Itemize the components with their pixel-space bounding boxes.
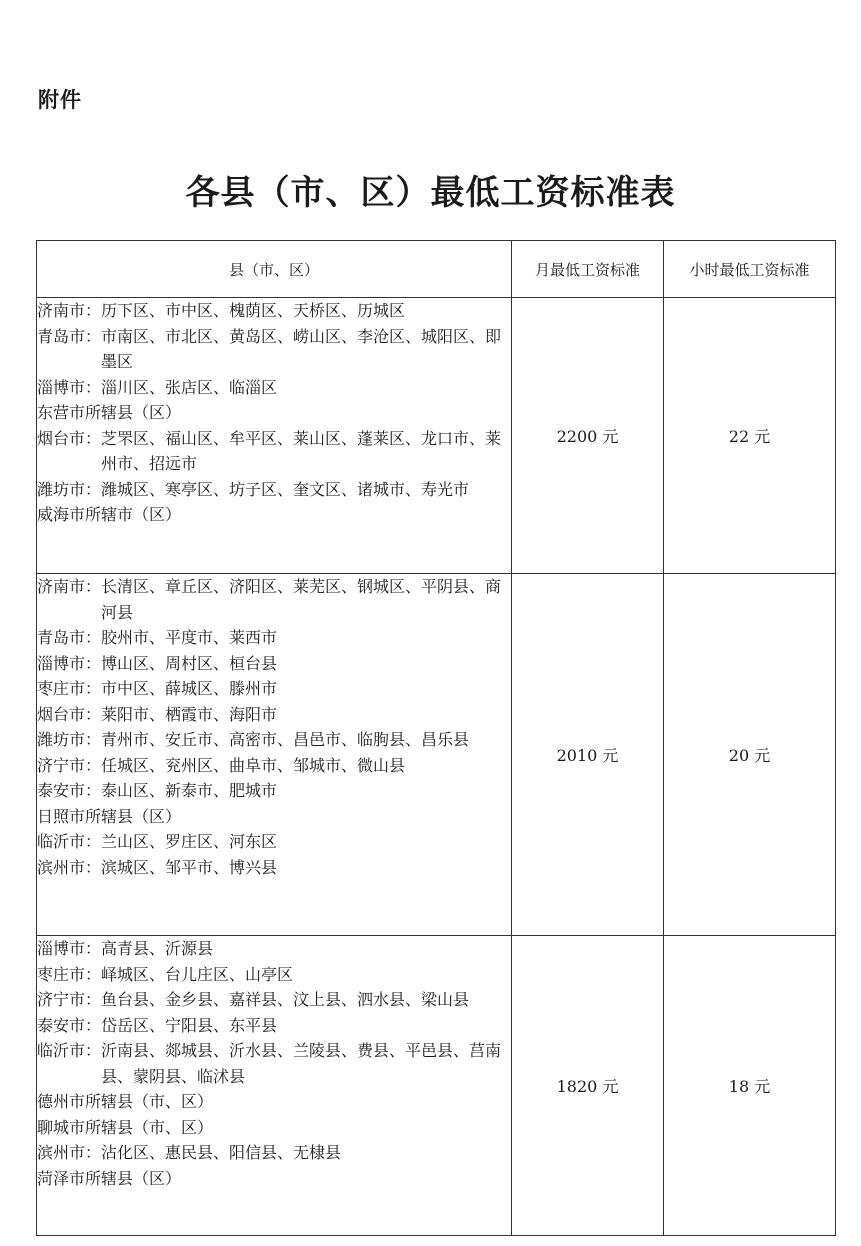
district-list xyxy=(181,1166,511,1192)
district-list: 峄城区、台儿庄区、山亭区 xyxy=(101,964,294,984)
district-list: 长清区、章丘区、济阳区、莱芜区、钢城区、平阴县、商河县 xyxy=(101,577,502,622)
monthly-wage-value: 2010 元 xyxy=(512,574,664,936)
table-row xyxy=(37,298,836,574)
area-line xyxy=(37,1089,511,1115)
area-line xyxy=(37,651,511,677)
area-line xyxy=(37,400,511,426)
area-cell xyxy=(37,936,512,1236)
city-name: 淄博市： xyxy=(37,377,102,397)
city-name: 潍坊市： xyxy=(37,479,102,499)
city-name: 淄博市： xyxy=(37,653,102,673)
city-name: 聊城市所辖县（市、区） xyxy=(37,1117,214,1137)
area-line xyxy=(37,1140,511,1166)
city-name: 德州市所辖县（市、区） xyxy=(37,1092,214,1111)
area-line xyxy=(37,804,511,830)
district-list: 芝罘区、福山区、牟平区、莱山区、蓬莱区、龙口市、莱州市、招远市 xyxy=(101,428,502,473)
district-list: 博山区、周村区、桓台县 xyxy=(101,653,278,673)
district-list: 滨城区、邹平市、博兴县 xyxy=(101,857,278,877)
city-name: 济宁市： xyxy=(37,990,102,1009)
area-line xyxy=(37,426,511,477)
district-list: 历下区、市中区、槐荫区、天桥区、历城区 xyxy=(101,301,406,320)
city-name: 泰安市： xyxy=(37,1015,102,1035)
area-line xyxy=(37,855,511,881)
monthly-wage-value: 1820 元 xyxy=(512,936,664,1236)
city-name: 济宁市： xyxy=(37,755,102,775)
district-list xyxy=(213,1089,511,1115)
district-list: 泰山区、新泰市、肥城市 xyxy=(101,781,278,800)
district-list xyxy=(181,400,511,426)
city-name: 济南市： xyxy=(37,301,102,320)
attachment-label: 附件 xyxy=(38,88,82,112)
district-list: 兰山区、罗庄区、河东区 xyxy=(101,832,278,851)
city-name: 潍坊市： xyxy=(37,730,102,749)
district-list xyxy=(181,502,511,528)
district-list: 高青县、沂源县 xyxy=(101,939,214,958)
district-list: 岱岳区、宁阳县、东平县 xyxy=(101,1015,278,1035)
district-list: 青州市、安丘市、高密市、昌邑市、临朐县、昌乐县 xyxy=(101,730,470,749)
district-list xyxy=(213,1115,511,1141)
area-line xyxy=(37,625,511,651)
district-list xyxy=(181,804,511,830)
city-name: 菏泽市所辖县（区） xyxy=(37,1168,182,1188)
area-line xyxy=(37,962,511,988)
city-name: 滨州市： xyxy=(37,857,102,877)
table-header-row xyxy=(37,241,836,298)
district-list: 市中区、薛城区、滕州市 xyxy=(101,679,278,698)
city-name: 泰安市： xyxy=(37,781,102,800)
area-line xyxy=(37,676,511,702)
area-cell xyxy=(37,574,512,936)
district-list: 莱阳市、栖霞市、海阳市 xyxy=(101,704,278,724)
area-line xyxy=(37,987,511,1013)
district-list: 沾化区、惠民县、阳信县、无棣县 xyxy=(101,1143,342,1162)
district-list: 鱼台县、金乡县、嘉祥县、汶上县、泗水县、梁山县 xyxy=(101,990,470,1009)
hourly-wage-value: 22 元 xyxy=(664,298,836,574)
city-name: 济南市： xyxy=(37,577,102,596)
area-line xyxy=(37,375,511,401)
area-line xyxy=(37,829,511,855)
area-line xyxy=(37,324,511,375)
hourly-wage-value: 18 元 xyxy=(664,936,836,1236)
area-line xyxy=(37,778,511,804)
area-line xyxy=(37,936,511,962)
table-row xyxy=(37,574,836,936)
area-line xyxy=(37,753,511,779)
city-name: 烟台市： xyxy=(37,704,102,724)
district-list: 淄川区、张店区、临淄区 xyxy=(101,377,278,397)
column-header-hourly: 小时最低工资标准 xyxy=(664,241,836,298)
minimum-wage-table xyxy=(36,240,836,1236)
area-line xyxy=(37,1166,511,1192)
area-line xyxy=(37,1013,511,1039)
city-name: 东营市所辖县（区） xyxy=(37,403,182,422)
area-line xyxy=(37,727,511,753)
area-line xyxy=(37,502,511,528)
area-line xyxy=(37,702,511,728)
area-line xyxy=(37,574,511,625)
city-name: 滨州市： xyxy=(37,1143,102,1162)
area-line xyxy=(37,1038,511,1089)
district-list: 潍城区、寒亭区、坊子区、奎文区、诸城市、寿光市 xyxy=(101,479,470,499)
city-name: 威海市所辖市（区） xyxy=(37,505,182,524)
city-name: 临沂市： xyxy=(37,832,102,851)
page-title: 各县（市、区）最低工资标准表 xyxy=(185,173,676,213)
district-list: 市南区、市北区、黄岛区、崂山区、李沧区、城阳区、即墨区 xyxy=(101,326,502,371)
area-line xyxy=(37,298,511,324)
column-header-area: 县（市、区） xyxy=(37,241,512,298)
district-list: 胶州市、平度市、莱西市 xyxy=(101,628,278,647)
city-name: 烟台市： xyxy=(37,428,102,448)
city-name: 淄博市： xyxy=(37,939,102,958)
city-name: 枣庄市： xyxy=(37,964,102,984)
area-line xyxy=(37,1115,511,1141)
table-row xyxy=(37,936,836,1236)
city-name: 日照市所辖县（区） xyxy=(37,806,182,826)
city-name: 枣庄市： xyxy=(37,679,102,698)
hourly-wage-value: 20 元 xyxy=(664,574,836,936)
area-cell xyxy=(37,298,512,574)
monthly-wage-value: 2200 元 xyxy=(512,298,664,574)
city-name: 青岛市： xyxy=(37,326,102,346)
city-name: 青岛市： xyxy=(37,628,102,647)
city-name: 临沂市： xyxy=(37,1041,102,1060)
district-list: 任城区、兖州区、曲阜市、邹城市、微山县 xyxy=(101,755,406,775)
district-list: 沂南县、郯城县、沂水县、兰陵县、费县、平邑县、莒南县、蒙阴县、临沭县 xyxy=(101,1041,502,1086)
column-header-monthly: 月最低工资标准 xyxy=(512,241,664,298)
area-line xyxy=(37,477,511,503)
